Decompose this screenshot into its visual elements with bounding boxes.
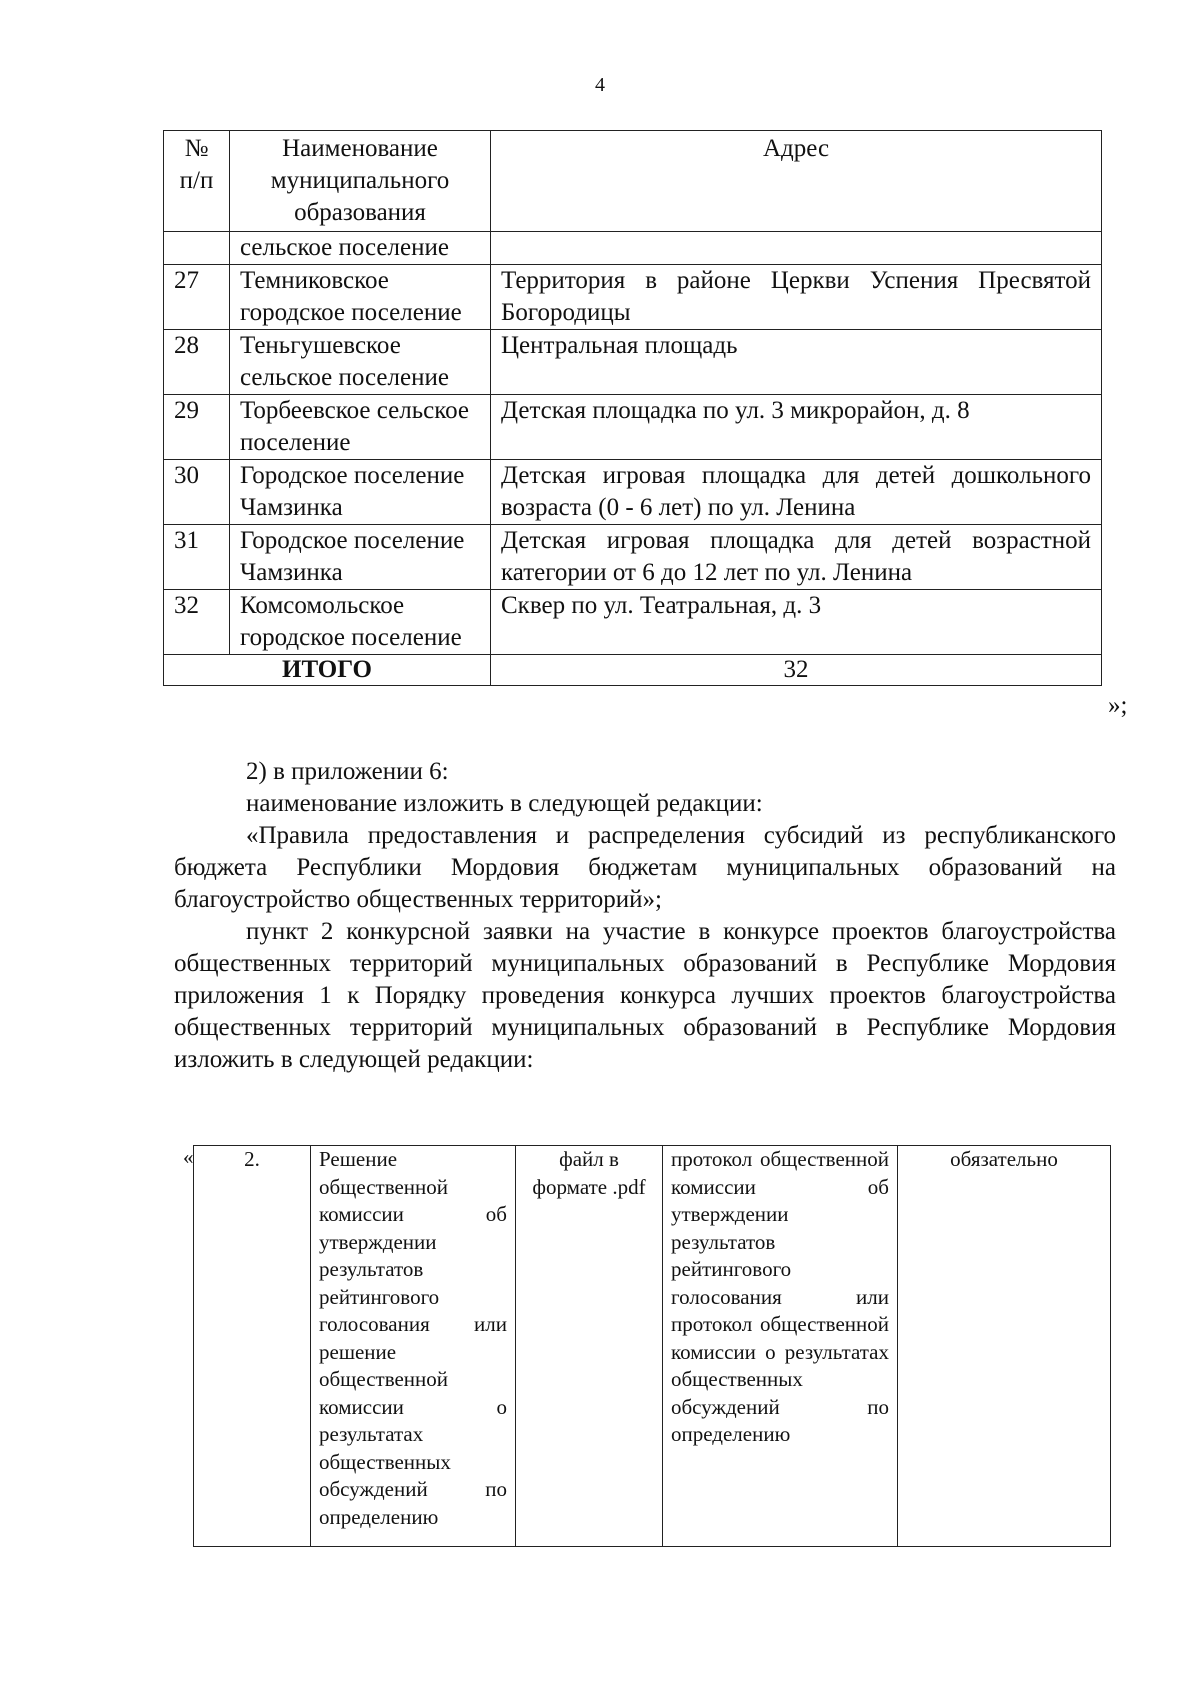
total-value: 32 xyxy=(491,655,1102,686)
opening-quote-mark: « xyxy=(183,1145,194,1169)
table-row xyxy=(194,1146,1111,1547)
table-row xyxy=(164,330,1102,395)
cell-format: файл в формате .pdf xyxy=(516,1146,663,1547)
table-row xyxy=(164,460,1102,525)
paragraph-appendix: 2) в приложении 6: xyxy=(246,758,449,785)
row-name: Темниковское городское поселение xyxy=(230,265,491,330)
table-row xyxy=(164,525,1102,590)
row-name: Комсомольское городское поселение xyxy=(230,590,491,655)
row-address: Территория в районе Церкви Успения Пресвятой Богородицы xyxy=(491,265,1102,330)
cell-description: Решение общественной комиссии об утверждении результатов рейтингового голосования или решение общественной комиссии о результатах общественных обсуждений по определению xyxy=(311,1146,516,1547)
paragraph-rules-title: «Правила предоставления и распределения субсидий из республиканского бюджета Республики Мордовия бюджетам муниципальных образований на благоустройство общественных территорий»; xyxy=(174,822,1116,913)
row-name: Торбеевское сельское поселение xyxy=(230,395,491,460)
row-num: 28 xyxy=(164,330,230,395)
row-num: 32 xyxy=(164,590,230,655)
header-num: № п/п xyxy=(164,131,230,232)
row-address: Центральная площадь xyxy=(491,330,1102,395)
header-address: Адрес xyxy=(491,131,1102,232)
row-name: сельское поселение xyxy=(230,232,491,265)
row-address: Детская игровая площадка для детей возрастной категории от 6 до 12 лет по ул. Ленина xyxy=(491,525,1102,590)
address-table xyxy=(163,130,1102,686)
row-name: Теньгушевское сельское поселение xyxy=(230,330,491,395)
total-row xyxy=(164,655,1102,686)
row-num: 27 xyxy=(164,265,230,330)
row-name: Городское поселение Чамзинка xyxy=(230,525,491,590)
row-num xyxy=(164,232,230,265)
paragraph-title-intro: наименование изложить в следующей редакции: xyxy=(246,790,763,817)
closing-quote-mark: »; xyxy=(1108,692,1128,719)
table-row xyxy=(164,590,1102,655)
cell-num: 2. xyxy=(194,1146,311,1547)
body-text xyxy=(174,756,1116,1076)
application-table xyxy=(193,1145,1111,1547)
cell-requirement: обязательно xyxy=(898,1146,1111,1547)
row-address xyxy=(491,232,1102,265)
cell-document: протокол общественной комиссии об утверждении результатов рейтингового голосования или протокол общественной комиссии о результатах общественных обсуждений по определению xyxy=(663,1146,898,1547)
row-name: Городское поселение Чамзинка xyxy=(230,460,491,525)
table-row-continuation xyxy=(164,232,1102,265)
row-num: 29 xyxy=(164,395,230,460)
page-number: 4 xyxy=(595,74,605,96)
header-name: Наименование муниципального образования xyxy=(230,131,491,232)
row-num: 30 xyxy=(164,460,230,525)
row-address: Сквер по ул. Театральная, д. 3 xyxy=(491,590,1102,655)
row-address: Детская игровая площадка для детей дошкольного возраста (0 - 6 лет) по ул. Ленина xyxy=(491,460,1102,525)
paragraph-point-2: пункт 2 конкурсной заявки на участие в конкурсе проектов благоустройства общественных территорий муниципальных образований в Республике Мордовия приложения 1 к Порядку проведения конкурса лучших проектов благоустройства общественных территорий муниципальных образований в Республике Мордовия изложить в следующей редакции: xyxy=(174,918,1116,1073)
table-row xyxy=(164,265,1102,330)
total-label: ИТОГО xyxy=(164,655,491,686)
table-row xyxy=(164,395,1102,460)
row-address: Детская площадка по ул. 3 микрорайон, д. 8 xyxy=(491,395,1102,460)
row-num: 31 xyxy=(164,525,230,590)
table-header-row xyxy=(164,131,1102,232)
